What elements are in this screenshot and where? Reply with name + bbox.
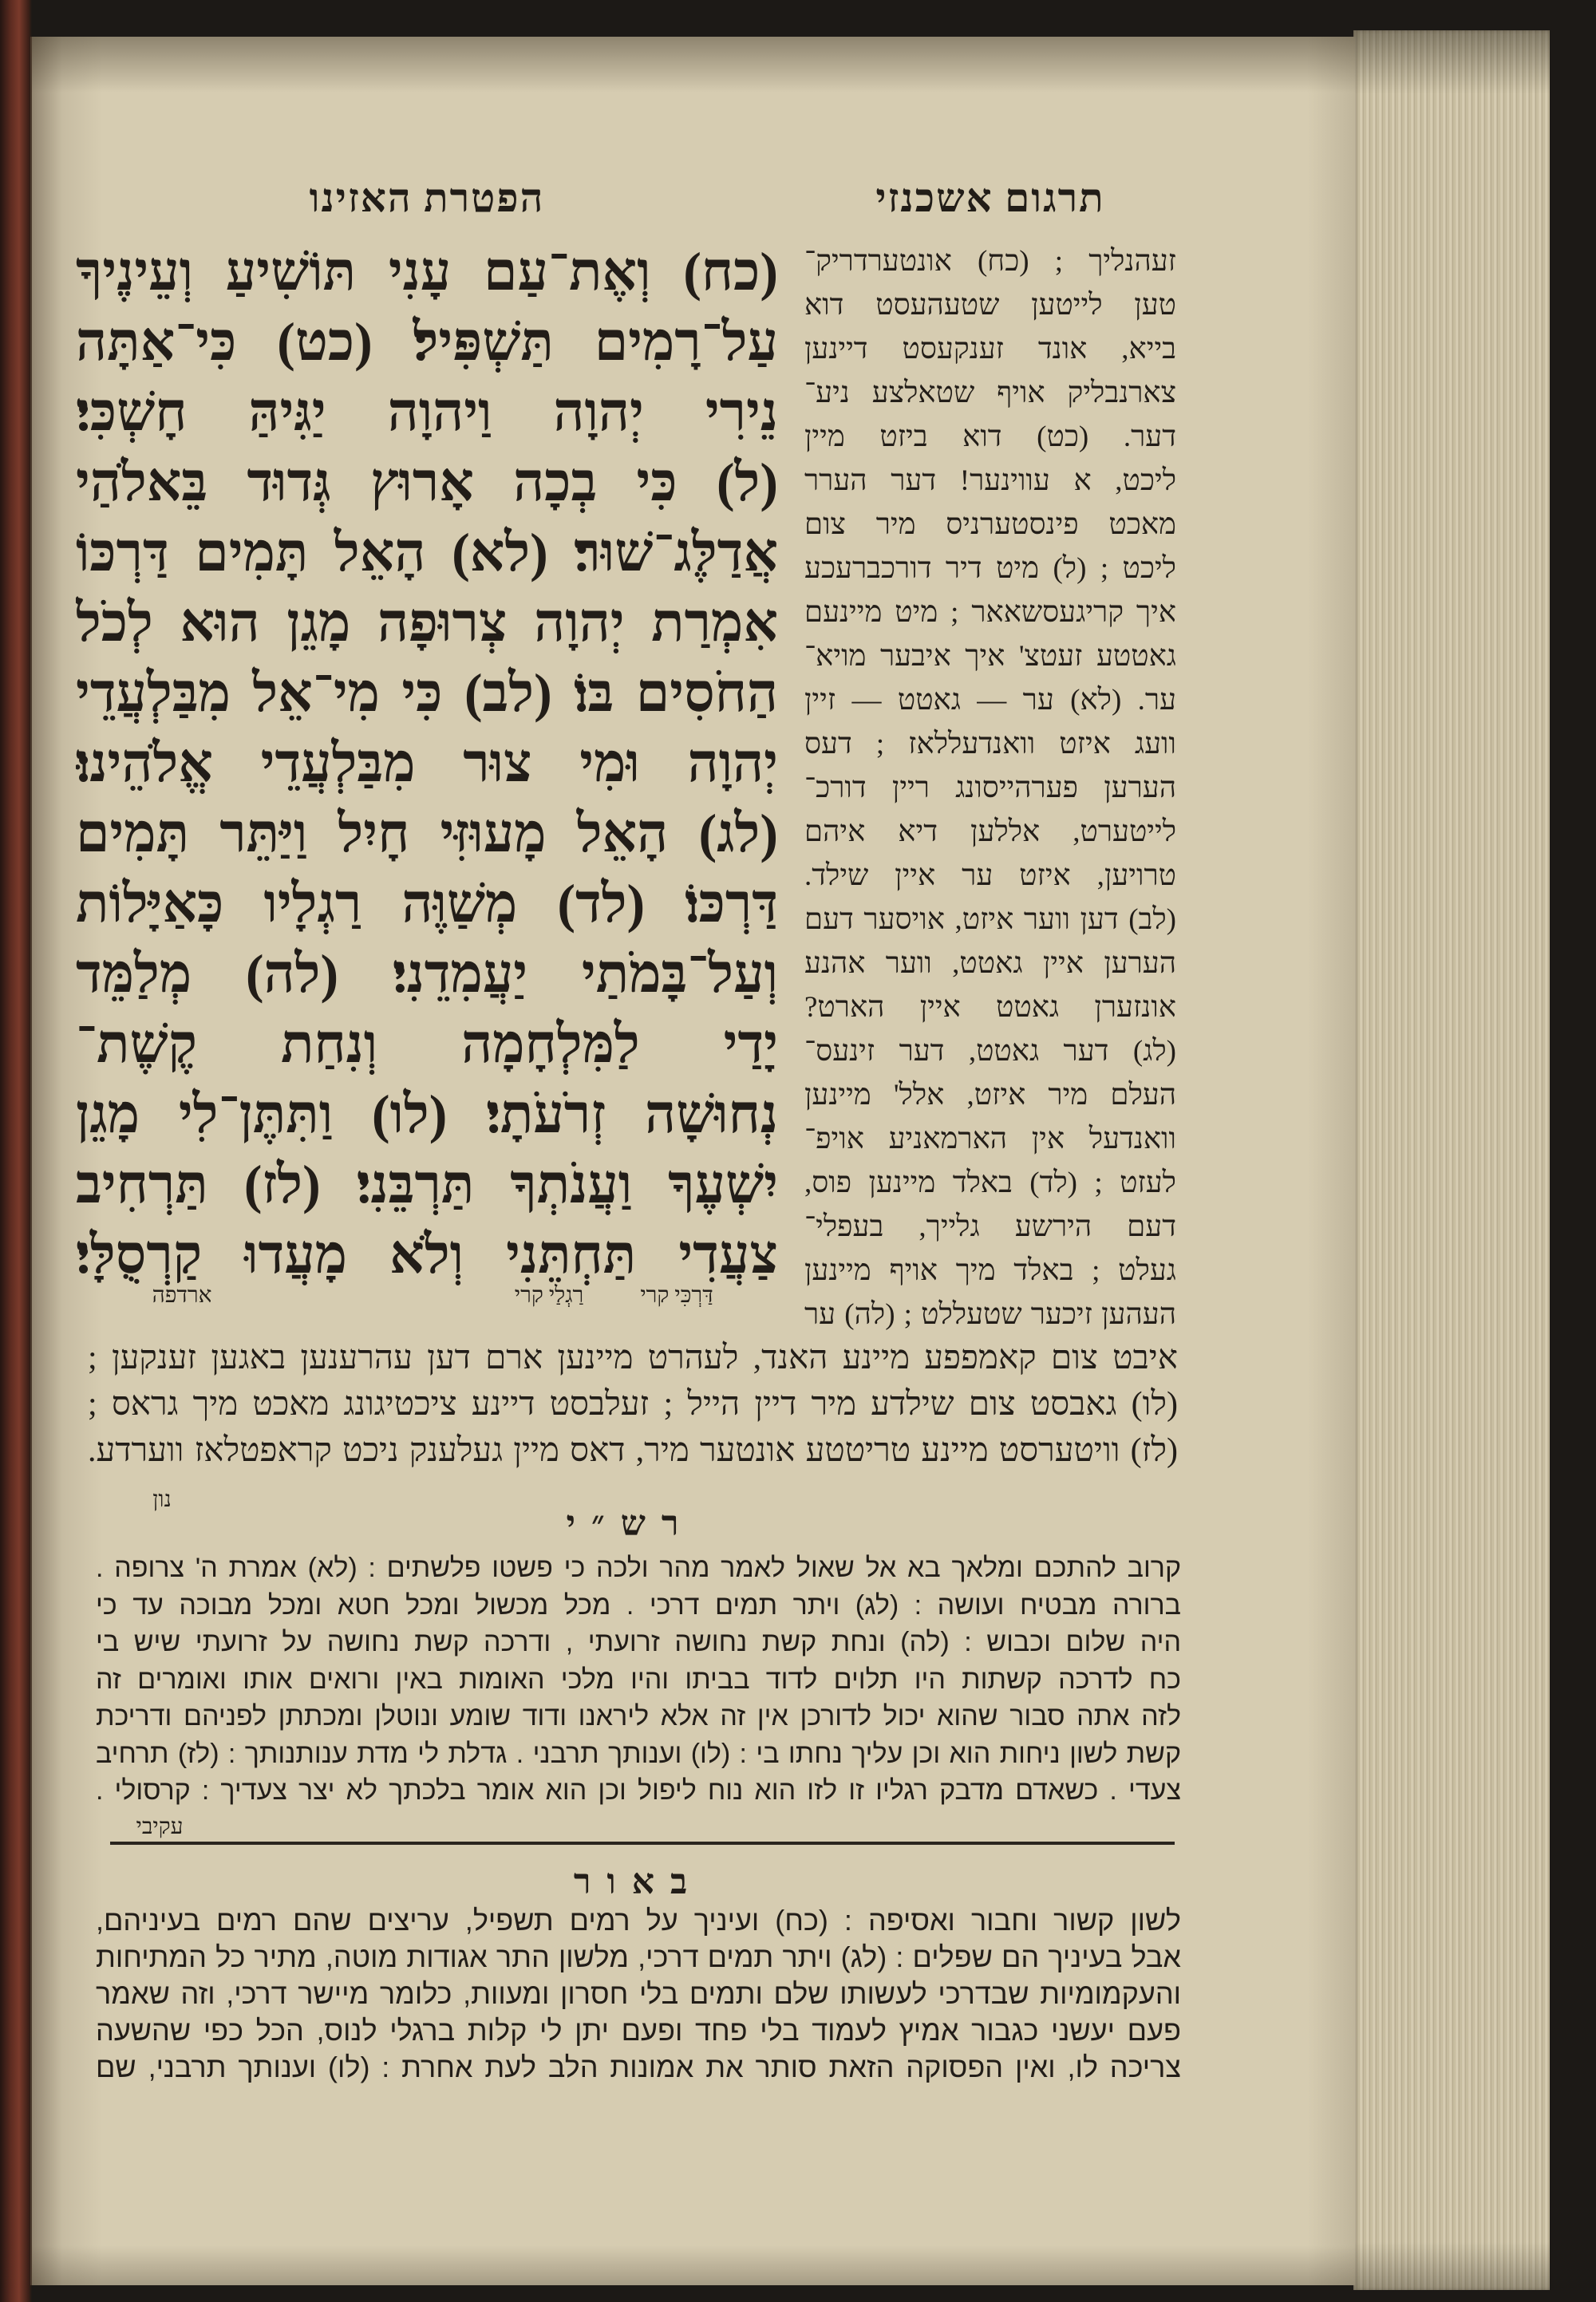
targum-line: דעם הירשע גלייך, בעפלי־ [804,1210,1176,1243]
biur-line: לשון קשור וחבור ואסיפה : (כח) ועיניך על רמים תשפיל, עריצים שהם רמים בעיניהם, [96,1904,1181,1937]
rashi-line: ברורה מבטיח ועושה : (לג) ויתר תמים דרכי . מכל מכשול ומכל חטא ומכל מבוכה עד כי [96,1589,1181,1621]
section-divider-rule [110,1842,1175,1845]
rashi-line: כח לדרכה קשתות היו תלוים לדוד בביתו והיו מלכי האומות באין ורואים אותו ואומרים זה [96,1664,1181,1695]
haftarah-line: צַעֲדִי תַּחְתֵּנִי וְלֹא מָעֲדוּ קַרְסֻלָּי׃ [76,1224,778,1285]
haftarah-line: דַּרְכּוֹ׃ (לד) מְשַׁוֶּה רַגְלָיו כָּאַיָּלוֹת [76,873,778,934]
targum-line: וואנדעל אין הארמאניע אויפ־ [804,1123,1176,1155]
targum-line: אונזערן גאטט איין הארט? [804,991,1176,1024]
rashi-line: קרוב להתכם ומלאך בא אל שאול לאמר מהר ולכה כי פשטו פלשתים : (לא) אמרת ה' צרופה . [96,1553,1181,1583]
book-page [30,37,1355,2285]
rashi-line: לזה אתה סבור שהוא יכול לדורכן אין זה אלא ליראנו ודוד שומע ונוטלן ומכתתן לפניהם ודריכת [96,1701,1181,1731]
targum-line: לייטערט, אללען דיא איהם [804,815,1176,848]
rashi-catchword: עקיבי [136,1814,184,1839]
biur-line: אבל בעיניך הם שפלים : (לג) ויתר תמים דרכי, מלשון התר אגודות מוטה, מתיר כל המתיחות [96,1941,1181,1973]
haftarah-text-column [76,236,778,1289]
rashi-line: היה שלום וכבוש : (לה) ונחת קשת נחושה זרועתי , ודרכה קשת נחושה על זרועתי שיש בי [96,1627,1181,1657]
keri-note-1: דַּרְכִּי קרי [640,1283,713,1308]
haftarah-line: אֲדַלֶּג־שׁוּר׃ (לא) הָאֵל תָּמִים דַּרְכּוֹ [76,522,778,582]
targum-line: ער. (לא) ער — גאטט — זיין [804,684,1176,717]
targum-line: צארנבליק אויף שטאלצע ניע־ [804,377,1176,409]
rashi-title: רש״י [566,1504,695,1543]
haftarah-line: יְהוָה וּמִי צוּר מִבַּלְעֲדֵי אֱלֹהֵינוּ׃ [76,732,778,793]
haftarah-line: יָדַי לַמִּלְחָמָה וְנִחַת קֶשֶׁת־ [76,1013,778,1074]
haftarah-line: (כח) וְאֶת־עַם עָנִי תּוֹשִׁיעַ וְעֵינֶיךָ [76,241,778,302]
targum-line: איך קריגעסשאאר ; מיט מיינעם [804,596,1176,629]
targum-full-line: (לז) וויטערסט מיינע טריטטע אונטער מיר, דאס מיין געלענק ניכט קראפטלאז ווערדע. [88,1432,1178,1469]
biur-line: והעקמומיות שבדרכי לעשותו שלם ותמים בלי חסרון ומעוות, כלומר מיישר דרכי, וזה שאמר [96,1977,1181,2010]
haftarah-line: יִשְׁעֶךָ וַעֲנֹתְךָ תַּרְבֵּנִי׃ (לז) תַּרְחִיב [76,1154,778,1214]
book-fore-edge [1353,30,1550,2290]
targum-line: געלט ; באלד מיך אויף מיינען [804,1254,1176,1287]
rashi-line: צעדי . כשאדם מדבק רגליו זו לזו הוא נוח ליפול וכן הוא אומר בלכתך לא יצר צעדיך : קרסולי . [96,1775,1181,1806]
targum-line: טרויען, איזט ער איין שילד. [804,859,1176,892]
haftarah-line: (לג) הָאֵל מָעוּזִּי חָיִל וַיַּתֵּר תָּמִים [76,803,778,863]
rashi-line: קשת לשון ניחות הוא וכן עליך נחתו בי : (לו) וענותך תרבני . גדלת לי מדת ענותנותך : (לז) תרחיב [96,1738,1181,1769]
book-spine [0,0,32,2302]
targum-line: גאטטע זעטצ' איך איבער מויא־ [804,640,1176,673]
targum-line: ליכט ; (ל) מיט דיר דורכברעכע [804,552,1176,585]
targum-line: (לב) דען ווער איזט, אויסער דעם [804,903,1176,936]
biur-line: צריכה לו, ואין הפסוקה הזאת סותר את אמונות הלב לעת אחרת : (לו) וענותך תרבני, שם [96,2051,1181,2083]
targum-line: (לג) דער גאטט, דער זינעס־ [804,1035,1176,1068]
targum-line: בייא, אונד זענקעסט דיינען [804,333,1176,365]
haftarah-line: נֵירִי יְהוָה וַיהוָה יַגִּיהַּ חָשְׁכִּי׃ [76,381,778,442]
targum-full-line: (לו) גאבסט צום שילדע מיר דיין הייל ; זעלבסט דיינע ציכטיגונג מאכט מיך גראס ; [88,1386,1178,1423]
haftarah-line: הַחֹסִים בּוֹ׃ (לב) כִּי מִי־אֵל מִבַּלְעֲדֵי [76,662,778,723]
rashi-commentary [96,1550,1181,1810]
biur-title: באור [573,1862,704,1901]
haftarah-line: אִמְרַת יְהוָה צְרוּפָה מָגֵן הוּא לְכֹל [76,592,778,653]
header-haftarah-title: הפטרת האזינו [309,176,545,220]
targum-line: הערען פערהייסונג ריין דורכ־ [804,772,1176,804]
targum-line: טען לייטען שטעהעסט דוא [804,289,1176,322]
targum-line: הערען איין גאטט, ווער אהנע [804,947,1176,980]
haftarah-line: עַל־רָמִים תַּשְׁפִּיל׃ (כט) כִּי־אַתָּה [76,311,778,372]
header-targum-title: תרגום אשכנזי [875,176,1105,220]
targum-text-column [804,239,1176,1337]
targum-line: זעהנליך ; (כח) אונטערדריק־ [804,245,1176,278]
targum-line: דער. (כט) דוא ביזט מיין [804,421,1176,453]
haftarah-line: נְחוּשָׁה זְרֹעֹתָי׃ (לו) וַתִּתֶּן־לִי מָגֵן [76,1084,778,1144]
targum-full-width-text [88,1335,1178,1474]
biur-line: פעם יעשני כגבור אמיץ לעמוד בלי פחד ופעם יתן לי קלות ברגלי לנוס, הכל כפי שהשעה [96,2014,1181,2047]
targum-line: וועג איזט וואנדעללאז ; דעס [804,728,1176,760]
targum-line: מאכט פינסטערניס מיר צום [804,508,1176,541]
haftarah-catchword: ארדפה [152,1283,212,1308]
targum-line: לעזט ; (לד) באלד מיינען פוס, [804,1167,1176,1199]
targum-full-line: איבט צום קאמפפע מיינע האנד, לעהרט מיינען ארם דען עהרענען באגען זענקען ; [88,1340,1178,1376]
haftarah-line: (ל) כִּי בְכָה אָרוּץ גְּדוּד בֵּאלֹהַי [76,452,778,512]
biur-commentary [96,1902,1181,2086]
targum-line: העהען זיכער שטעללט ; (לה) ער [804,1298,1176,1331]
haftarah-line: וְעַל־בָּמֹתַי יַעֲמִדֵנִי׃ (לה) מְלַמֵּד [76,943,778,1004]
targum-line: העלם מיר איזט, אלל' מיינען [804,1079,1176,1112]
targum-catchword: נון [152,1487,172,1512]
keri-note-2: רַגְלַי קרי [514,1283,584,1308]
targum-line: ליכט, א עווינער! דער הערר [804,464,1176,497]
